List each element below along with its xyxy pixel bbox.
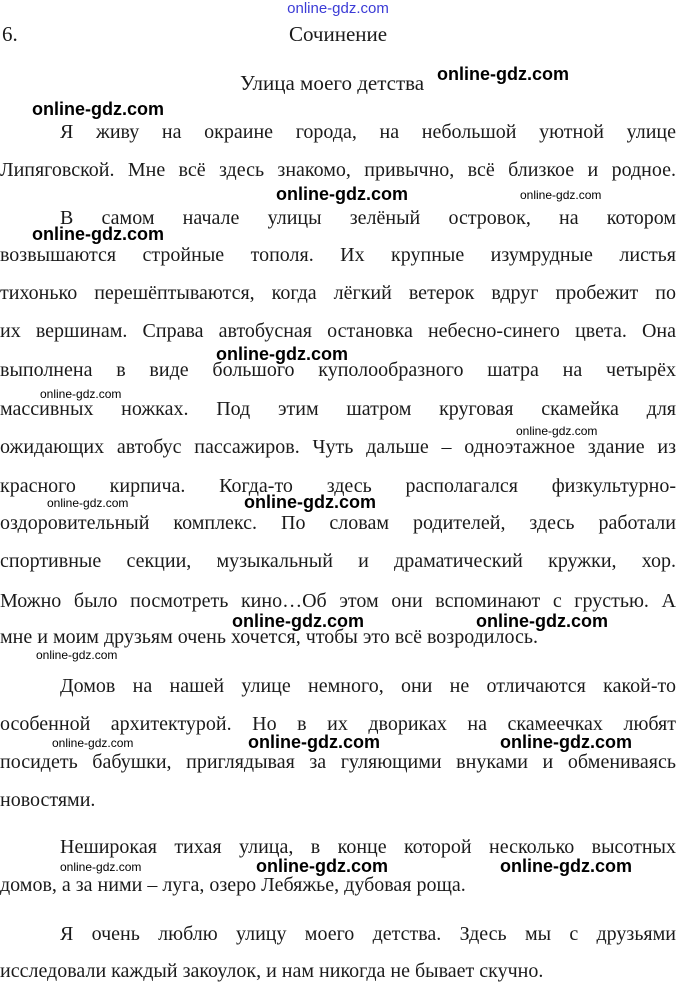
watermark: online-gdz.com [520, 188, 602, 202]
text-line: тихонько перешёптываются, когда лёгкий ветерок вдруг пробежит по [0, 282, 676, 304]
text-line: домов, а за ними – луга, озеро Лебяжье, дубовая роща. [0, 874, 466, 896]
text-line: выполнена в виде большого куполообразного шатра на четырёх [0, 359, 676, 381]
watermark: online-gdz.com [244, 492, 376, 512]
text-line: ожидающих автобус пассажиров. Чуть дальше – одноэтажное здание из [0, 436, 676, 458]
watermark-top: online-gdz.com [287, 0, 389, 17]
watermark: online-gdz.com [216, 344, 348, 364]
watermark: online-gdz.com [232, 611, 364, 631]
watermark: online-gdz.com [500, 732, 632, 752]
text-line: В самом начале улицы зелёный островок, на котором [60, 207, 676, 229]
text-line: возвышаются стройные тополя. Их крупные изумрудные листья [0, 244, 676, 266]
essay-title: Улица моего детства [240, 71, 425, 95]
watermark: online-gdz.com [32, 99, 164, 119]
text-line: Я живу на окраине города, на небольшой уютной улице [60, 121, 676, 143]
text-line: их вершинам. Справа автобусная остановка небесно-синего цвета. Она [0, 320, 676, 342]
text-line: мне и моим друзьям очень хочется, чтобы это всё возродилось. [0, 626, 538, 648]
watermark: online-gdz.com [256, 856, 388, 876]
watermark: online-gdz.com [60, 860, 142, 874]
page-heading: Сочинение [288, 22, 388, 46]
text-line: посидеть бабушки, приглядывая за гуляющими внуками и обмениваясь [0, 751, 676, 773]
watermark: online-gdz.com [500, 856, 632, 876]
watermark: online-gdz.com [47, 496, 129, 510]
watermark: online-gdz.com [32, 224, 164, 244]
watermark: online-gdz.com [40, 387, 122, 401]
watermark: online-gdz.com [248, 732, 380, 752]
watermark: online-gdz.com [52, 736, 134, 750]
text-line: массивных ножках. Под этим шатром круговая скамейка для [0, 398, 676, 420]
watermark: online-gdz.com [276, 184, 408, 204]
text-line: спортивные секции, музыкальный и драматический кружки, хор. [0, 550, 676, 572]
text-line: новостями. [0, 789, 96, 811]
text-line: Домов на нашей улице немного, они не отличаются какой-то [60, 675, 676, 697]
task-number: 6. [2, 22, 18, 46]
text-line: Я очень люблю улицу моего детства. Здесь мы с друзьями [60, 923, 676, 945]
watermark: online-gdz.com [476, 611, 608, 631]
text-line: Липяговской. Мне всё здесь знакомо, привычно, всё близкое и родное. [0, 159, 676, 181]
text-line: оздоровительный комплекс. По словам родителей, здесь работали [0, 512, 676, 534]
text-line: Неширокая тихая улица, в конце которой несколько высотных [60, 836, 676, 858]
watermark: online-gdz.com [36, 648, 118, 662]
text-line: исследовали каждый закоулок, и нам никогда не бывает скучно. [0, 960, 544, 982]
watermark: online-gdz.com [437, 64, 569, 84]
text-line: Можно было посмотреть кино…Об этом они вспоминают с грустью. А [0, 590, 676, 612]
text-line: особенной архитектурой. Но в их двориках на скамеечках любят [0, 713, 676, 735]
text-line: красного кирпича. Когда-то здесь располагался физкультурно- [0, 475, 676, 497]
watermark: online-gdz.com [516, 424, 598, 438]
